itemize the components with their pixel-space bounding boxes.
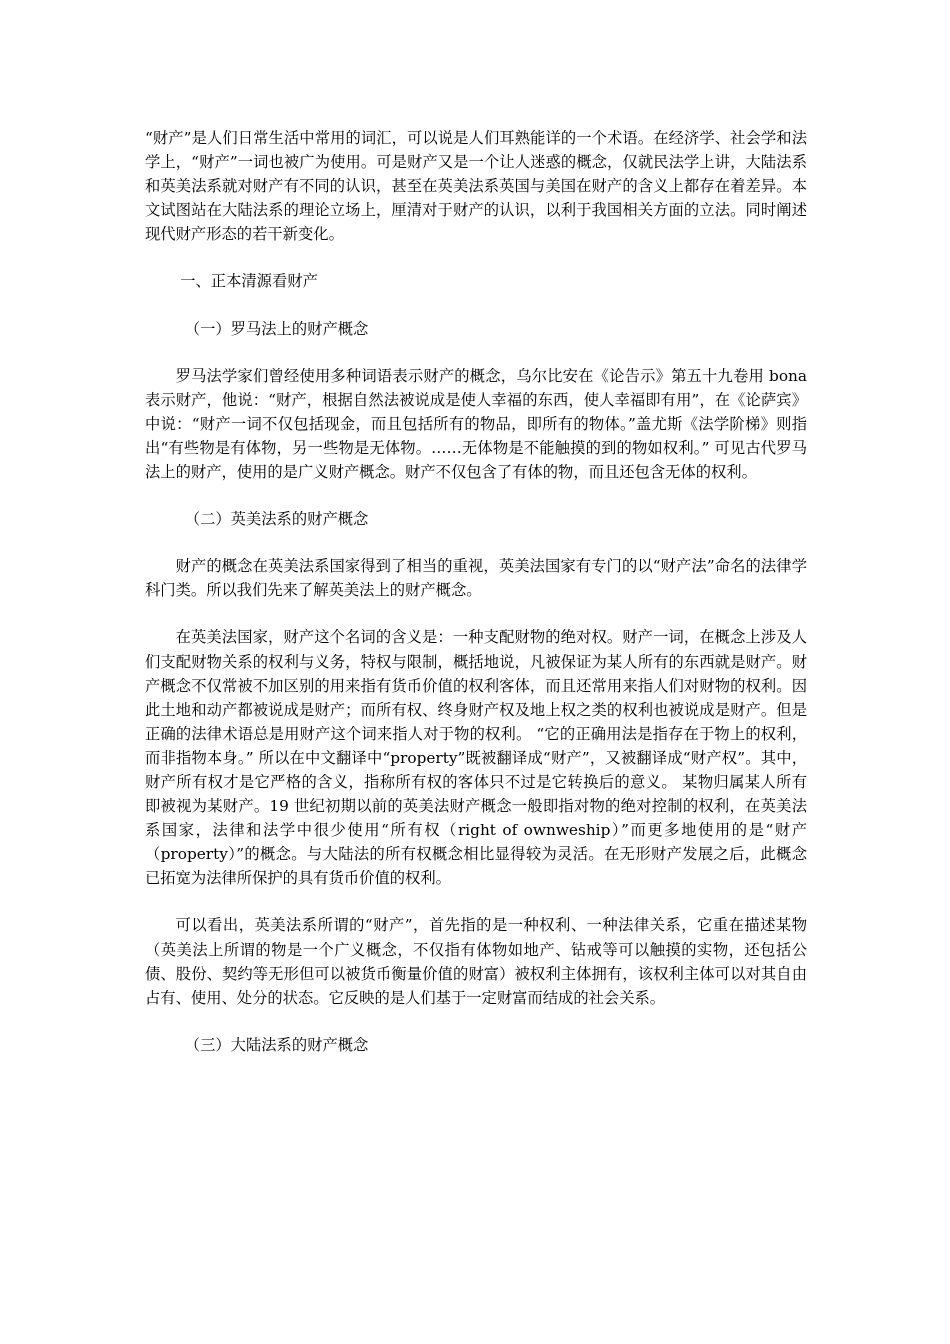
paragraph-common-law-definition: 在英美法国家，财产这个名词的含义是：一种支配财物的绝对权。财产一词，在概念上涉及人们支配财物关系的权利与义务，特权与限制，概括地说，凡被保证为某人所有的东西就是财产。财产概念不仅常被不加区别的用来指有货币价值的权利客体，而且还常用来指人们对财物的权利。因此土地和动产都被说成是财产；而所有权、终身财产权及地上权之类的权利也被说成是财产。但是正确的法律术语总是用财产这个词来指人对于物的权利。 “它的正确用法是指存在于物上的权利，而非指物本身。” 所以在中文翻译中“property”既被翻译成“财产”，又被翻译成“财产权”。其中，财产所有权才是它严格的含义，指称所有权的客体只不过是它转换后的意义。 某物归属某人所有即被视为某财产。19 世纪初期以前的英美法财产概念一般即指对物的绝对控制的权利，在英美法系国家，法律和法学中很少使用“所有权（right of ownweship）”而更多地使用的是“财产（property）”的概念。与大陆法的所有权概念相比显得较为灵活。在无形财产发展之后，此概念已拓宽为法律所保护的具有货币价值的权利。 xyxy=(145,628,807,888)
subsection-heading-roman-law: （一）罗马法上的财产概念 xyxy=(184,319,369,338)
intro-paragraph: “财产”是人们日常生活中常用的词汇，可以说是人们耳熟能详的一个术语。在经济学、社会学和法学上，“财产”一词也被广为使用。可是财产又是一个让人迷惑的概念，仅就民法学上讲，大陆法系和英美法系就对财产有不同的认识，甚至在英美法系英国与美国在财产的含义上都存在着差异。本文试图站在大陆法系的理论立场上，厘清对于财产的认识，以利于我国相关方面的立法。同时阐述现代财产形态的若干新变化。 xyxy=(145,129,807,244)
paragraph-common-law-summary: 可以看出，英美法系所谓的“财产”，首先指的是一种权利、一种法律关系，它重在描述某物（英美法上所谓的物是一个广义概念，不仅指有体物如地产、钻戒等可以触摸的实物，还包括公债、股份、契约等无形但可以被货币衡量价值的财富）被权利主体拥有，该权利主体可以对其自由占有、使用、处分的状态。它反映的是人们基于一定财富而结成的社会关系。 xyxy=(145,916,807,1007)
section-heading-1: 一、正本清源看财产 xyxy=(180,272,318,291)
paragraph-roman-law: 罗马法学家们曾经使用多种词语表示财产的概念，乌尔比安在《论告示》第五十九卷用 bona 表示财产，他说：“财产，根据自然法被说成是使人幸福的东西，使人幸福即有用”，在《论萨宾》中说：“财产一词不仅包括现金，而且包括所有的物品，即所有的物体。”盖尤斯《法学阶梯》则指出“有些物是有体物，另一些物是无体物。……无体物是不能触摸的到的物如权利。” 可见古代罗马法上的财产，使用的是广义财产概念。财产不仅包含了有体的物，而且还包含无体的权利。 xyxy=(145,366,807,482)
document-body xyxy=(145,126,807,1080)
paragraph-common-law-intro: 财产的概念在英美法系国家得到了相当的重视，英美法国家有专门的以“财产法”命名的法律学科门类。所以我们先来了解英美法上的财产概念。 xyxy=(145,557,807,600)
subsection-heading-common-law: （二）英美法系的财产概念 xyxy=(184,510,369,529)
subsection-heading-civil-law: （三）大陆法系的财产概念 xyxy=(184,1035,369,1054)
